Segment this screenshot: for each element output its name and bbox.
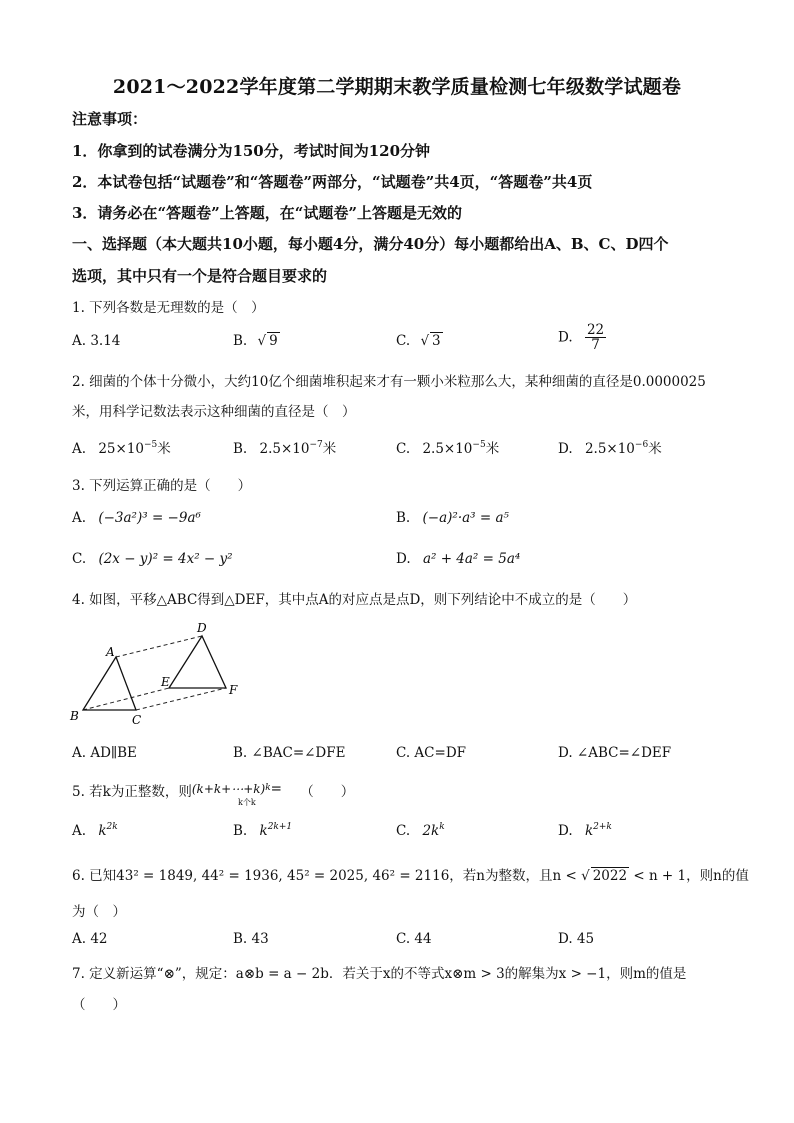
q3-stem: 3. 下列运算正确的是（ ）: [72, 478, 252, 494]
label-e: E: [161, 675, 170, 689]
radicand: 2022: [592, 868, 628, 884]
base: k: [584, 823, 594, 839]
option-label: B.: [233, 441, 248, 457]
q6-stem-text-end: < n + 1，则n的值: [633, 868, 749, 884]
base: 2k: [422, 823, 440, 839]
translation-figure: [66, 618, 256, 730]
option-label: A.: [72, 441, 87, 457]
page-title: 2021～2022学年度第二学期期末教学质量检测七年级数学试题卷: [112, 76, 682, 98]
q5-stem-text: 5. 若k为正整数，则: [72, 784, 192, 800]
option-label: B.: [233, 333, 248, 349]
triangle-abc: [83, 657, 136, 710]
label-a: A: [106, 645, 115, 659]
section1-heading-line2: 选项，其中只有一个是符合题目要求的: [72, 267, 328, 285]
q7-stem-line1: 7. 定义新运算“⊗”，规定：a⊗b = a − 2b．若关于x的不等式x⊗m > 3的解集为x > −1，则m的值是: [72, 966, 687, 982]
option-label: C.: [396, 333, 411, 349]
q3-option-a: [72, 510, 201, 526]
option-label: A.: [72, 510, 87, 526]
unit: 米: [157, 441, 171, 457]
exponent: −6: [634, 440, 649, 450]
q3-option-d: [396, 551, 520, 567]
unit: 米: [485, 441, 500, 457]
q2-stem-line2: 米，用科学记数法表示这种细菌的直径是（ ）: [72, 404, 356, 420]
q5-option-a: [72, 822, 118, 839]
q1-stem: 1. 下列各数是无理数的是（ ）: [72, 300, 265, 316]
notice-item-1: 1．你拿到的试卷满分为150分，考试时间为120分钟: [72, 142, 431, 160]
q6-stem-line1: 6. 已知43² = 1849, 44² = 1936, 45² = 2025, 46² = 2116，若n为整数，且n < √ 2022 < n + 1，则n的值: [72, 868, 749, 884]
q4-option-c: C. AC=DF: [396, 745, 467, 761]
option-label: C.: [396, 441, 411, 457]
q1-option-c: C. √ 3: [396, 333, 441, 349]
q6-option-a: A. 42: [72, 931, 108, 947]
option-label: D.: [558, 329, 573, 346]
notice-item-3: 3．请务必在“答题卷”上答题，在“试题卷”上答题是无效的: [72, 204, 462, 222]
unit: 米: [322, 441, 337, 457]
exponent: 2k: [106, 822, 118, 832]
section1-heading-line1: 一、选择题（本大题共10小题，每小题4分，满分40分）每小题都给出A、B、C、D四个: [72, 235, 669, 253]
numerator: 22: [586, 322, 605, 338]
q4-option-a: A. AD∥BE: [72, 745, 137, 761]
triangle-def: [169, 636, 226, 688]
q2-option-d: [558, 437, 662, 457]
q6-stem-text: 6. 已知43² = 1849, 44² = 1936, 45² = 2025, 46² = 2116，若n为整数，且n <: [72, 868, 577, 884]
q5-exponent: k: [265, 783, 271, 793]
exponent: −7: [309, 440, 323, 450]
option-label: C.: [72, 551, 87, 567]
q1-option-a: A. 3.14: [72, 333, 121, 349]
option-label: D.: [558, 823, 573, 839]
exponent: 2+k: [593, 822, 612, 832]
option-label: B.: [233, 823, 248, 839]
fraction: [585, 323, 606, 352]
q6-option-b: B. 43: [233, 931, 269, 947]
q6-option-c: C. 44: [396, 931, 432, 947]
option-label: A.: [72, 823, 87, 839]
label-c: C: [132, 713, 142, 727]
label-b: B: [70, 709, 79, 723]
option-label: D.: [396, 551, 411, 567]
q5-stem: [72, 780, 354, 800]
base: 25×10: [98, 441, 145, 457]
q7-stem-line2: （ ）: [72, 997, 126, 1013]
base: 2.5×10: [584, 441, 635, 457]
base: k: [259, 823, 268, 839]
q5-option-c: [396, 822, 445, 839]
notice-heading: 注意事项：: [72, 110, 148, 128]
expression: (−a)²·a³ = a⁵: [422, 510, 509, 526]
option-label: C.: [396, 823, 411, 839]
label-d: D: [197, 621, 207, 635]
base: 2.5×10: [422, 441, 473, 457]
q4-option-b: B. ∠BAC=∠DFE: [233, 745, 346, 761]
q5-answer-paren: （ ）: [300, 784, 355, 800]
exponent: −5: [144, 440, 158, 450]
q5-option-b: [233, 822, 292, 839]
q6-stem-line2: 为（ ）: [72, 904, 126, 920]
q3-option-c: [72, 551, 233, 567]
q4-option-d: D. ∠ABC=∠DEF: [558, 745, 672, 761]
expression: a² + 4a² = 5a⁴: [422, 551, 521, 567]
notice-item-2: 2．本试卷包括“试题卷”和“答题卷”两部分，“试题卷”共4页，“答题卷”共4页: [72, 173, 593, 191]
radicand: 9: [269, 333, 278, 349]
q3-option-b: [396, 510, 509, 526]
base: 2.5×10: [259, 441, 310, 457]
denominator: 7: [591, 337, 600, 354]
q6-option-d: D. 45: [558, 931, 595, 947]
expression: (−3a²)³ = −9a⁶: [98, 510, 201, 526]
q5-underbrace-label: k个k: [238, 798, 256, 807]
q2-option-c: [396, 437, 499, 457]
option-label: D.: [558, 441, 573, 457]
unit: 米: [648, 441, 662, 457]
expression: (2x − y)² = 4x² − y²: [98, 551, 233, 567]
q5-equals: =: [270, 781, 282, 797]
q2-option-a: [72, 437, 171, 457]
exponent: 2k+1: [267, 822, 293, 832]
dashed-line-be: [83, 688, 169, 710]
dashed-line-cf: [136, 688, 226, 710]
dashed-line-ad: [116, 636, 202, 657]
label-f: F: [229, 683, 238, 697]
q2-option-b: [233, 437, 336, 457]
exponent: −5: [472, 440, 486, 450]
radicand: 3: [432, 333, 441, 349]
q4-stem: 4. 如图，平移△ABC得到△DEF，其中点A的对应点是点D，则下列结论中不成立的是（ ）: [72, 592, 637, 608]
q1-option-b: B. √ 9: [233, 333, 278, 349]
q1-option-d: [558, 323, 606, 352]
exponent: k: [439, 822, 445, 832]
base: k: [98, 823, 107, 839]
q2-stem-line1: 2. 细菌的个体十分微小，大约10亿个细菌堆积起来才有一颗小米粒那么大，某种细菌的直径是0.0000025: [72, 374, 706, 390]
option-label: B.: [396, 510, 411, 526]
q5-option-d: [558, 822, 612, 839]
q5-sum-expression: (k+k+⋯+k): [191, 782, 266, 796]
